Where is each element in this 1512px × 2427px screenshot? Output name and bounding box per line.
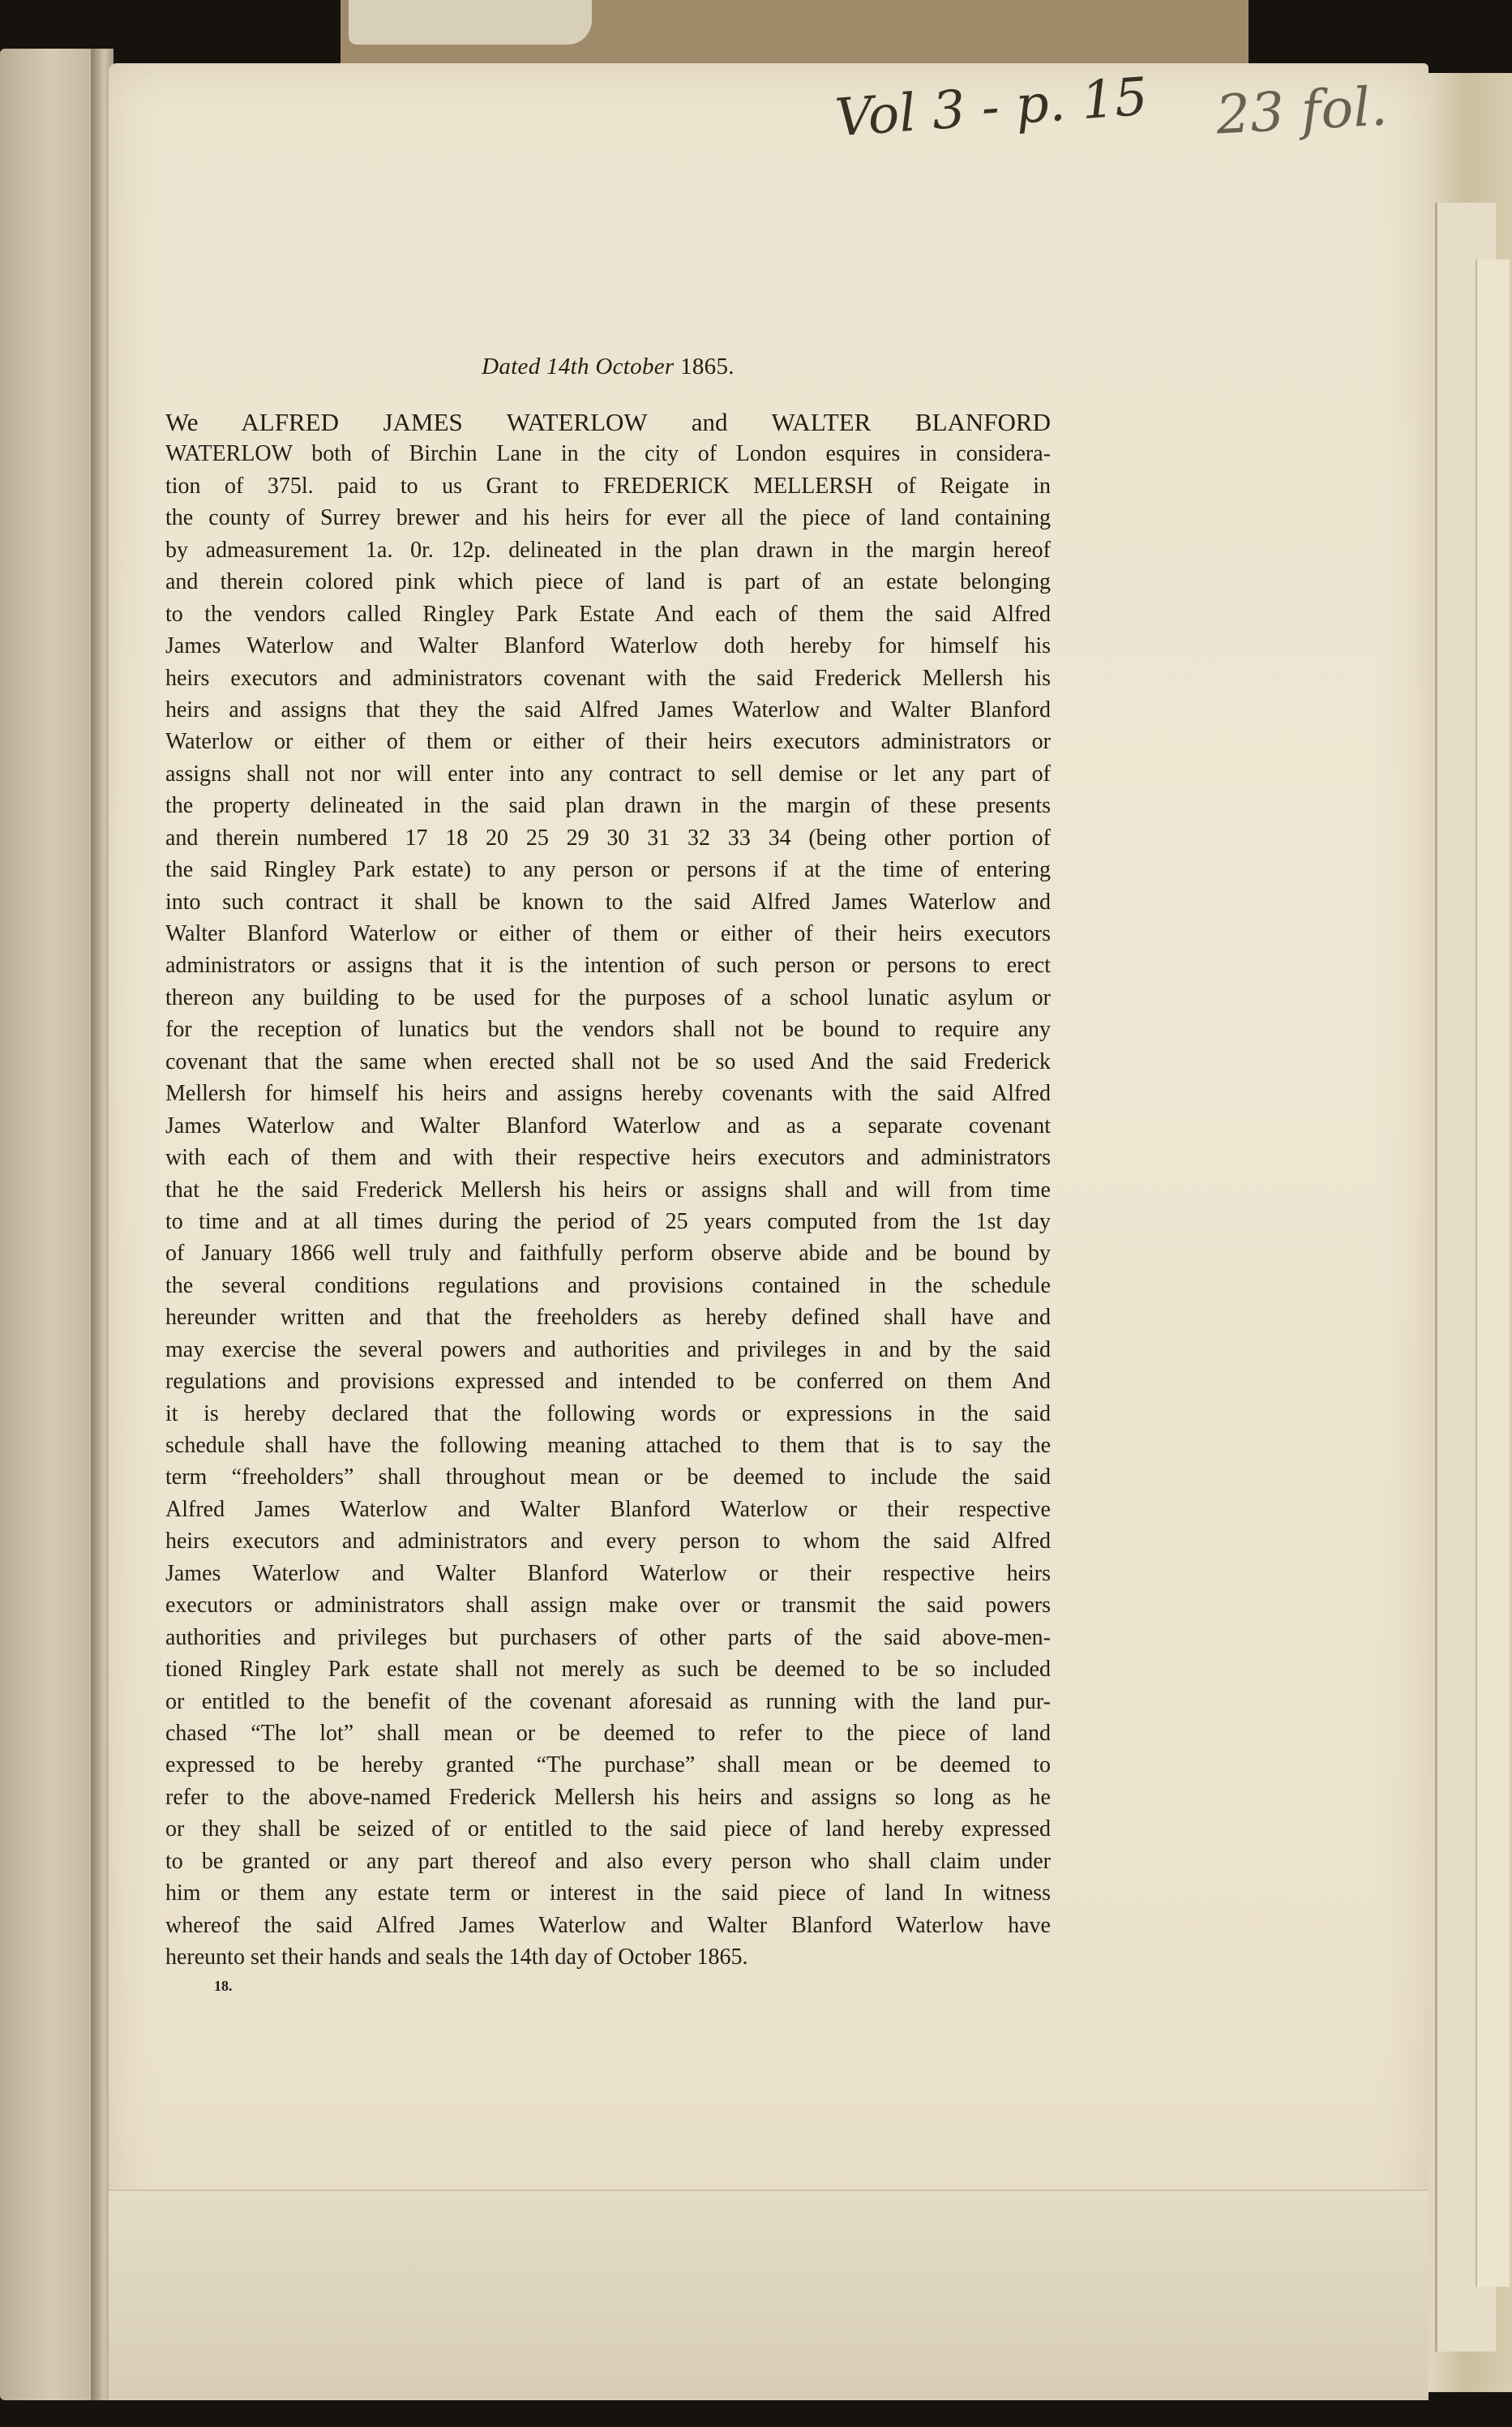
page-bottom-fold xyxy=(109,2189,1428,2400)
handwritten-volume-reference: Vol 3 - p. 15 xyxy=(833,66,1150,149)
deed-text-line: term “freeholders” shall throughout mean or be deemed to include the said xyxy=(165,1464,1051,1490)
deed-text-line: may exercise the several powers and authorities and privileges in and by the said xyxy=(165,1336,1051,1362)
deed-text-line: expressed to be hereby granted “The purchase” shall mean or be deemed to xyxy=(165,1752,1051,1778)
deed-text-line: James Waterlow and Walter Blanford Waterlow and as a separate covenant xyxy=(165,1113,1051,1138)
deed-text-line: Waterlow or either of them or either of their heirs executors administrators or xyxy=(165,729,1051,755)
deed-text-line: the property delineated in the said plan drawn in the margin of these presents xyxy=(165,793,1051,819)
deed-text-line: James Waterlow and Walter Blanford Waterlow doth hereby for himself his xyxy=(165,633,1051,659)
deed-text-line: Alfred James Waterlow and Walter Blanford Waterlow or their respective xyxy=(165,1496,1051,1522)
deed-text-line: chased “The lot” shall mean or be deemed to refer to the piece of land xyxy=(165,1720,1051,1746)
deed-text-line: We ALFRED JAMES WATERLOW and WALTER BLANFORD xyxy=(165,408,1051,436)
deed-text-line: and therein numbered 17 18 20 25 29 30 31 32 33 34 (being other portion of xyxy=(165,825,1051,851)
right-sheet xyxy=(1476,259,1510,2287)
heading-dated: Dated xyxy=(482,354,547,379)
deed-text-line: covenant that the same when erected shall not be so used And the said Frederick xyxy=(165,1048,1051,1074)
deed-text-line: WATERLOW both of Birchin Lane in the city of London esquires in considera- xyxy=(165,441,1051,467)
deed-text-line: for the reception of lunatics but the vendors shall not be bound to require any xyxy=(165,1017,1051,1043)
deed-text-line: the said Ringley Park estate) to any person or persons if at the time of entering xyxy=(165,857,1051,883)
deed-text-line: of January 1866 well truly and faithfully perform observe abide and be bound by xyxy=(165,1241,1051,1267)
deed-text-line: by admeasurement 1a. 0r. 12p. delineated in the plan drawn in the margin hereof xyxy=(165,537,1051,563)
deed-text-line: thereon any building to be used for the purposes of a school lunatic asylum or xyxy=(165,984,1051,1010)
heading-year: 1865. xyxy=(680,354,735,379)
deed-text-block xyxy=(165,354,1051,1995)
deed-text-line: regulations and provisions expressed and intended to be conferred on them And xyxy=(165,1369,1051,1395)
deed-heading xyxy=(165,354,1051,380)
heading-date: 14th October xyxy=(546,354,675,379)
deed-text-line: refer to the above-named Frederick Mellersh his heirs and assigns so long as he xyxy=(165,1784,1051,1810)
deed-text-line: that he the said Frederick Mellersh his heirs or assigns shall and will from time xyxy=(165,1177,1051,1203)
deed-paragraph xyxy=(165,406,1051,1973)
deed-text-line: with each of them and with their respective heirs executors and administrators xyxy=(165,1145,1051,1171)
deed-text-line: hereunder written and that the freeholders as hereby defined shall have and xyxy=(165,1305,1051,1331)
deed-text-line: Walter Blanford Waterlow or either of them or either of their heirs executors xyxy=(165,921,1051,946)
deed-text-line: him or them any estate term or interest in the said piece of land In witness xyxy=(165,1880,1051,1906)
deed-text-line: tion of 375l. paid to us Grant to FREDERICK MELLERSH of Reigate in xyxy=(165,473,1051,499)
deed-text-line: the several conditions regulations and provisions contained in the schedule xyxy=(165,1272,1051,1298)
deed-text-line: to be granted or any part thereof and also every person who shall claim under xyxy=(165,1848,1051,1874)
deed-text-line: Mellersh for himself his heirs and assigns hereby covenants with the said Alfred xyxy=(165,1081,1051,1107)
deed-text-line: hereunto set their hands and seals the 14th day of October 1865. xyxy=(165,1945,748,1970)
deed-text-line: heirs executors and administrators and every person to whom the said Alfred xyxy=(165,1529,1051,1554)
deed-text-line: assigns shall not nor will enter into any contract to sell demise or let any part of xyxy=(165,761,1051,787)
deed-text-line: it is hereby declared that the following words or expressions in the said xyxy=(165,1400,1051,1426)
deed-text-line: and therein colored pink which piece of land is part of an estate belonging xyxy=(165,569,1051,595)
top-fold-paper xyxy=(349,0,592,45)
left-page-edge xyxy=(0,49,104,2400)
handwritten-folio-number: 23 fol. xyxy=(1214,75,1390,147)
deed-text-line: heirs and assigns that they the said Alfred James Waterlow and Walter Blanford xyxy=(165,697,1051,723)
deed-text-line: James Waterlow and Walter Blanford Waterlow or their respective heirs xyxy=(165,1560,1051,1586)
deed-text-line: executors or administrators shall assign make over or transmit the said powers xyxy=(165,1593,1051,1619)
deed-text-line: into such contract it shall be known to the said Alfred James Waterlow and xyxy=(165,889,1051,915)
page-footer-number: 18. xyxy=(214,1978,233,1995)
deed-text-line: to the vendors called Ringley Park Estate And each of them the said Alfred xyxy=(165,601,1051,627)
deed-text-line: to time and at all times during the period of 25 years computed from the 1st day xyxy=(165,1208,1051,1234)
deed-text-line: authorities and privileges but purchasers of other parts of the said above-men- xyxy=(165,1624,1051,1650)
deed-text-line: the county of Surrey brewer and his heirs for ever all the piece of land containing xyxy=(165,505,1051,531)
deed-text-line: or they shall be seized of or entitled to the said piece of land hereby expressed xyxy=(165,1816,1051,1842)
deed-text-line: whereof the said Alfred James Waterlow and Walter Blanford Waterlow have xyxy=(165,1912,1051,1938)
deed-text-line: administrators or assigns that it is the intention of such person or persons to erect xyxy=(165,953,1051,979)
deed-text-line: schedule shall have the following meaning attached to them that is to say the xyxy=(165,1433,1051,1458)
deed-text-line: or entitled to the benefit of the covenant aforesaid as running with the land pur- xyxy=(165,1688,1051,1714)
deed-text-line: heirs executors and administrators covenant with the said Frederick Mellersh his xyxy=(165,665,1051,691)
deed-text-line: tioned Ringley Park estate shall not merely as such be deemed to be so included xyxy=(165,1657,1051,1683)
